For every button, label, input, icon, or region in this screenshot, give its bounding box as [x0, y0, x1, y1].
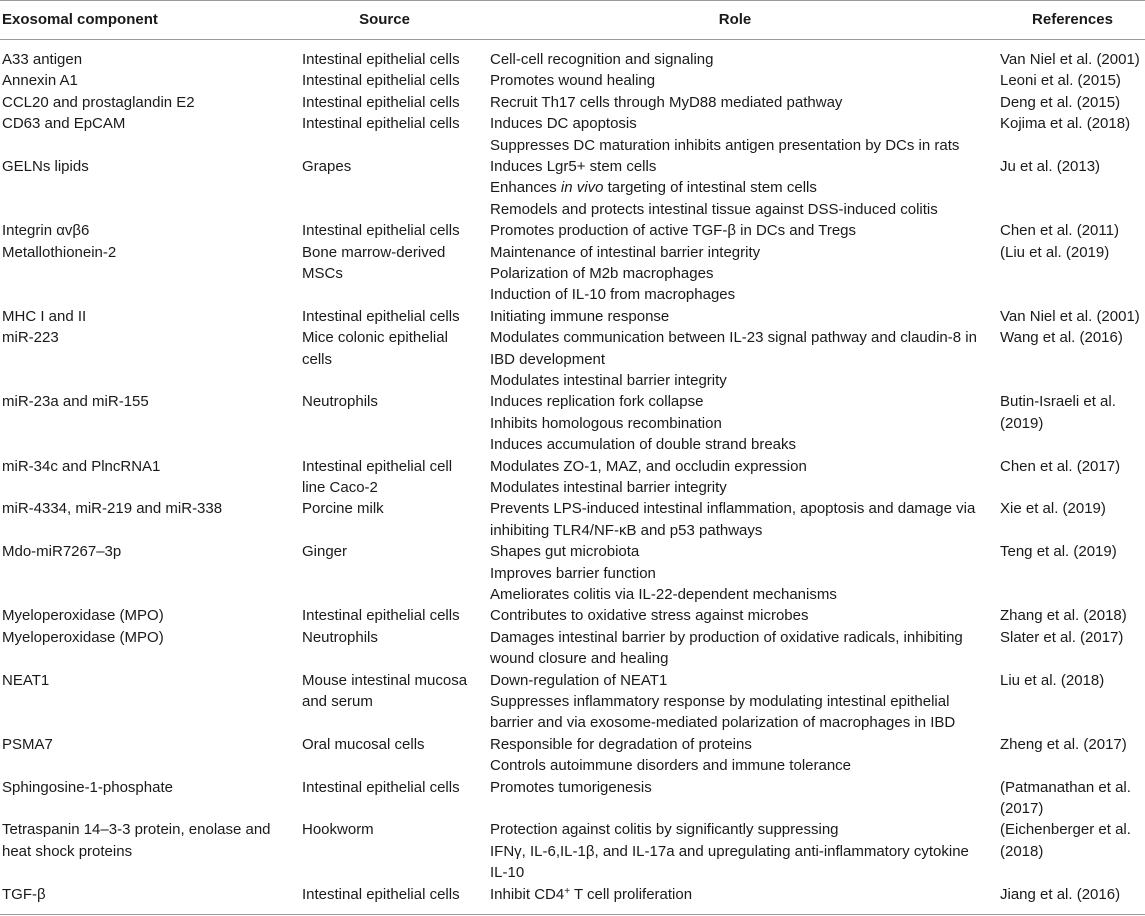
cell-role	[490, 242, 760, 306]
cell-references	[1000, 92, 1120, 113]
header-role: Role	[718, 11, 752, 28]
cell-references-line: Leoni et al. (2015)	[1000, 72, 1121, 90]
cell-component	[2, 327, 59, 348]
cell-component	[2, 220, 89, 241]
cell-references-line: (2019)	[1000, 414, 1044, 432]
cell-references-line: Teng et al. (2019)	[1000, 543, 1117, 561]
cell-references	[1000, 498, 1106, 519]
cell-role-line: Ameliorates colitis via IL-22-dependent mechanisms	[490, 585, 837, 603]
cell-source	[302, 456, 452, 499]
header-source: Source	[359, 11, 410, 28]
cell-source-line: Neutrophils	[302, 628, 378, 646]
cell-source-line: Intestinal epithelial cells	[302, 607, 460, 625]
cell-role-line: Inhibits homologous recombination	[490, 414, 722, 432]
cell-role-line: Suppresses inflammatory response by modulating intestinal epithelial	[490, 692, 950, 710]
cell-source-line: Hookworm	[302, 821, 374, 839]
cell-source	[302, 70, 460, 91]
cell-references-line: Van Niel et al. (2001)	[1000, 51, 1140, 68]
cell-references-line: Butin-Israeli et al.	[1000, 393, 1116, 411]
cell-component	[2, 541, 121, 562]
cell-source-line: Oral mucosal cells	[302, 735, 425, 753]
cell-component	[2, 884, 46, 905]
cell-role	[490, 670, 955, 734]
cell-role-line: Suppresses DC maturation inhibits antigen presentation by DCs in rats	[490, 136, 960, 154]
cell-references	[1000, 220, 1119, 241]
cell-source-line: Intestinal epithelial cells	[302, 51, 460, 68]
cell-references-line: Xie et al. (2019)	[1000, 500, 1106, 518]
cell-role	[490, 456, 807, 499]
cell-component-line: heat shock proteins	[2, 842, 133, 860]
cell-source-line: Intestinal epithelial cells	[302, 93, 460, 111]
cell-role	[490, 70, 655, 91]
cell-role	[490, 541, 837, 605]
cell-component-line: CD63 and EpCAM	[2, 115, 126, 133]
cell-references	[1000, 70, 1121, 91]
cell-references-line: Zheng et al. (2017)	[1000, 735, 1127, 753]
cell-role-line: Induction of IL-10 from macrophages	[490, 286, 736, 304]
cell-component-line: miR-223	[2, 329, 59, 347]
cell-source	[302, 627, 378, 648]
cell-source	[302, 156, 351, 177]
cell-references-line: Kojima et al. (2018)	[1000, 115, 1131, 133]
cell-source	[302, 92, 460, 113]
cell-component-line: MHC I and II	[2, 307, 87, 325]
cell-source	[302, 819, 374, 840]
cell-component-line: NEAT1	[2, 671, 50, 689]
cell-role-line: Promotes wound healing	[490, 72, 656, 90]
cell-component	[2, 306, 86, 327]
cell-role-line: Initiating immune response	[490, 307, 670, 325]
top-rule	[0, 0, 1145, 1]
cell-source	[302, 498, 384, 519]
cell-source-line: Grapes	[302, 158, 352, 175]
cell-role-line: Recruit Th17 cells through MyD88 mediated pathway	[490, 93, 843, 111]
cell-role	[490, 306, 669, 327]
cell-source-line: Intestinal epithelial cells	[302, 307, 460, 325]
cell-component	[2, 391, 149, 412]
cell-source	[302, 220, 460, 241]
cell-role-line: Improves barrier function	[490, 564, 656, 582]
cell-role-line: Controls autoimmune disorders and immune tolerance	[490, 757, 852, 775]
cell-component-line: CCL20 and prostaglandin E2	[2, 93, 195, 111]
cell-role	[490, 498, 975, 541]
cell-references	[1000, 777, 1131, 820]
cell-role-line: Prevents LPS-induced intestinal inflammation, apoptosis and damage via	[490, 500, 976, 518]
cell-references-line: (2018)	[1000, 842, 1044, 860]
cell-role-line: IFNγ, IL-6,IL-1β, and IL-17a and upregulating anti-inflammatory cytokine	[490, 842, 969, 860]
cell-role-line: Modulates intestinal barrier integrity	[490, 478, 727, 496]
cell-component-line: miR-34c and PlncRNA1	[2, 457, 161, 475]
cell-references-line: (Eichenberger et al.	[1000, 821, 1131, 839]
cell-component-line: Mdo-miR7267–3p	[2, 543, 122, 561]
cell-role-line: Damages intestinal barrier by production of oxidative radicals, inhibiting	[490, 628, 963, 646]
cell-source-line: Intestinal epithelial cells	[302, 778, 460, 796]
cell-role-line: Induces replication fork collapse	[490, 393, 704, 411]
cell-role-line: Modulates intestinal barrier integrity	[490, 371, 727, 389]
cell-source	[302, 391, 378, 412]
cell-references	[1000, 627, 1123, 648]
cell-references-line: Deng et al. (2015)	[1000, 93, 1121, 111]
cell-role-line: Protection against colitis by significantly suppressing	[490, 821, 839, 839]
cell-component	[2, 734, 53, 755]
cell-references-line: (Patmanathan et al.	[1000, 778, 1131, 796]
cell-component	[2, 242, 116, 263]
cell-references-line: Chen et al. (2017)	[1000, 457, 1121, 475]
cell-component-line: A33 antigen	[2, 51, 83, 68]
cell-role-line: Promotes tumorigenesis	[490, 778, 652, 796]
cell-role	[490, 734, 851, 777]
cell-role-line: Down-regulation of NEAT1	[490, 671, 668, 689]
cell-role-line: Polarization of M2b macrophages	[490, 264, 714, 282]
cell-component-line: Sphingosine-1-phosphate	[2, 778, 173, 796]
cell-references-line: Wang et al. (2016)	[1000, 329, 1123, 347]
cell-role	[490, 627, 963, 670]
cell-role	[490, 49, 713, 70]
cell-component-line: GELNs lipids	[2, 158, 89, 175]
cell-role	[490, 777, 652, 798]
cell-role-line: wound closure and healing	[490, 650, 669, 668]
cell-source-line: Bone marrow-derived	[302, 243, 446, 261]
cell-component-line: Myeloperoxidase (MPO)	[2, 607, 164, 625]
cell-component	[2, 627, 164, 648]
cell-component	[2, 92, 195, 113]
cell-source	[302, 777, 460, 798]
cell-references-line: Zhang et al. (2018)	[1000, 607, 1127, 625]
cell-references-line: Chen et al. (2011)	[1000, 222, 1119, 240]
cell-role	[490, 113, 959, 156]
cell-role-line: Maintenance of intestinal barrier integrity	[490, 243, 761, 261]
cell-source	[302, 734, 425, 755]
cell-component	[2, 498, 222, 519]
cell-source-line: Ginger	[302, 543, 348, 561]
cell-role-line: Shapes gut microbiota	[490, 543, 640, 561]
cell-component	[2, 777, 173, 798]
cell-source-line: and serum	[302, 692, 373, 710]
cell-component-line: TGF-β	[2, 885, 46, 903]
cell-references	[1000, 49, 1140, 70]
cell-references	[1000, 605, 1127, 626]
cell-references-line: (2017)	[1000, 799, 1044, 817]
cell-source-line: Intestinal epithelial cells	[302, 115, 460, 133]
cell-references	[1000, 670, 1104, 691]
cell-role	[490, 156, 938, 220]
cell-role	[490, 391, 796, 455]
cell-role-line: Modulates ZO-1, MAZ, and occludin expression	[490, 457, 807, 475]
cell-component	[2, 456, 160, 477]
cell-role	[490, 220, 856, 241]
cell-component	[2, 605, 164, 626]
cell-role	[490, 327, 977, 391]
cell-source-line: Intestinal epithelial cell	[302, 457, 453, 475]
header-references: References	[1032, 11, 1113, 28]
cell-references-line: Slater et al. (2017)	[1000, 628, 1124, 646]
cell-references	[1000, 541, 1117, 562]
cell-component-line: Tetraspanin 14–3-3 protein, enolase and	[2, 821, 271, 839]
cell-source-line: Mouse intestinal mucosa	[302, 671, 468, 689]
cell-source	[302, 605, 460, 626]
cell-role-line: IBD development	[490, 350, 606, 368]
cell-role-line: Induces accumulation of double strand breaks	[490, 436, 797, 454]
cell-source-line: Intestinal epithelial cells	[302, 222, 460, 240]
cell-role-line: barrier and via exosome-mediated polarization of macrophages in IBD	[490, 714, 956, 732]
cell-role	[490, 884, 692, 905]
cell-references	[1000, 242, 1109, 263]
cell-references	[1000, 327, 1123, 348]
cell-role-line: Responsible for degradation of proteins	[490, 735, 752, 753]
cell-source-line: cells	[302, 350, 333, 368]
header-rule	[0, 39, 1145, 40]
cell-source-line: Intestinal epithelial cells	[302, 72, 460, 90]
cell-component-line: Annexin A1	[2, 72, 78, 90]
cell-component-line: Integrin αvβ6	[2, 222, 90, 240]
cell-source	[302, 327, 448, 370]
cell-role	[490, 605, 808, 626]
cell-references-line: (Liu et al. (2019)	[1000, 243, 1110, 261]
cell-role-line: Induces Lgr5+ stem cells	[490, 158, 657, 175]
cell-references-line: Ju et al. (2013)	[1000, 158, 1101, 175]
cell-references	[1000, 306, 1140, 327]
bottom-rule	[0, 914, 1145, 915]
cell-source	[302, 113, 460, 134]
cell-role-line: IL-10	[490, 864, 525, 882]
cell-source-line: Neutrophils	[302, 393, 378, 411]
cell-component-line: miR-23a and miR-155	[2, 393, 149, 411]
cell-role-line: Inhibit CD4+ T cell proliferation	[490, 885, 693, 903]
cell-source-line: MSCs	[302, 264, 343, 282]
cell-source-line: line Caco-2	[302, 478, 378, 496]
cell-role	[490, 819, 969, 883]
cell-references	[1000, 391, 1116, 434]
cell-role-line: Modulates communication between IL-23 signal pathway and claudin-8 in	[490, 329, 977, 347]
cell-component-line: Myeloperoxidase (MPO)	[2, 628, 164, 646]
cell-component-line: PSMA7	[2, 735, 53, 753]
cell-role-line: Cell-cell recognition and signaling	[490, 51, 714, 68]
cell-references	[1000, 884, 1120, 905]
cell-source-line: Porcine milk	[302, 500, 384, 518]
cell-role-line: inhibiting TLR4/NF-κB and p53 pathways	[490, 521, 763, 539]
cell-role-line: Contributes to oxidative stress against microbes	[490, 607, 809, 625]
cell-component-line: miR-4334, miR-219 and miR-338	[2, 500, 223, 518]
cell-component	[2, 49, 82, 70]
cell-references	[1000, 113, 1130, 134]
cell-source	[302, 541, 347, 562]
cell-component	[2, 156, 89, 177]
cell-role-line: Enhances in vivo targeting of intestinal stem cells	[490, 179, 817, 197]
cell-references	[1000, 456, 1120, 477]
cell-component-line: Metallothionein-2	[2, 243, 117, 261]
cell-references-line: Liu et al. (2018)	[1000, 671, 1105, 689]
cell-component	[2, 70, 78, 91]
cell-role-line: Promotes production of active TGF-β in DCs and Tregs	[490, 222, 856, 240]
cell-references-line: Jiang et al. (2016)	[1000, 885, 1121, 903]
cell-role-line: Induces DC apoptosis	[490, 115, 637, 133]
cell-role-line: Remodels and protects intestinal tissue against DSS-induced colitis	[490, 200, 938, 218]
cell-references	[1000, 734, 1127, 755]
cell-source	[302, 306, 460, 327]
cell-component	[2, 113, 125, 134]
cell-references	[1000, 156, 1100, 177]
cell-source	[302, 49, 460, 70]
cell-component	[2, 670, 49, 691]
cell-source	[302, 242, 445, 285]
cell-source-line: Intestinal epithelial cells	[302, 885, 460, 903]
cell-source-line: Mice colonic epithelial	[302, 329, 448, 347]
cell-component	[2, 819, 271, 862]
cell-source	[302, 884, 460, 905]
cell-role	[490, 92, 842, 113]
cell-references-line: Van Niel et al. (2001)	[1000, 307, 1140, 325]
cell-references	[1000, 819, 1131, 862]
header-component: Exosomal component	[2, 11, 158, 28]
cell-source	[302, 670, 467, 713]
